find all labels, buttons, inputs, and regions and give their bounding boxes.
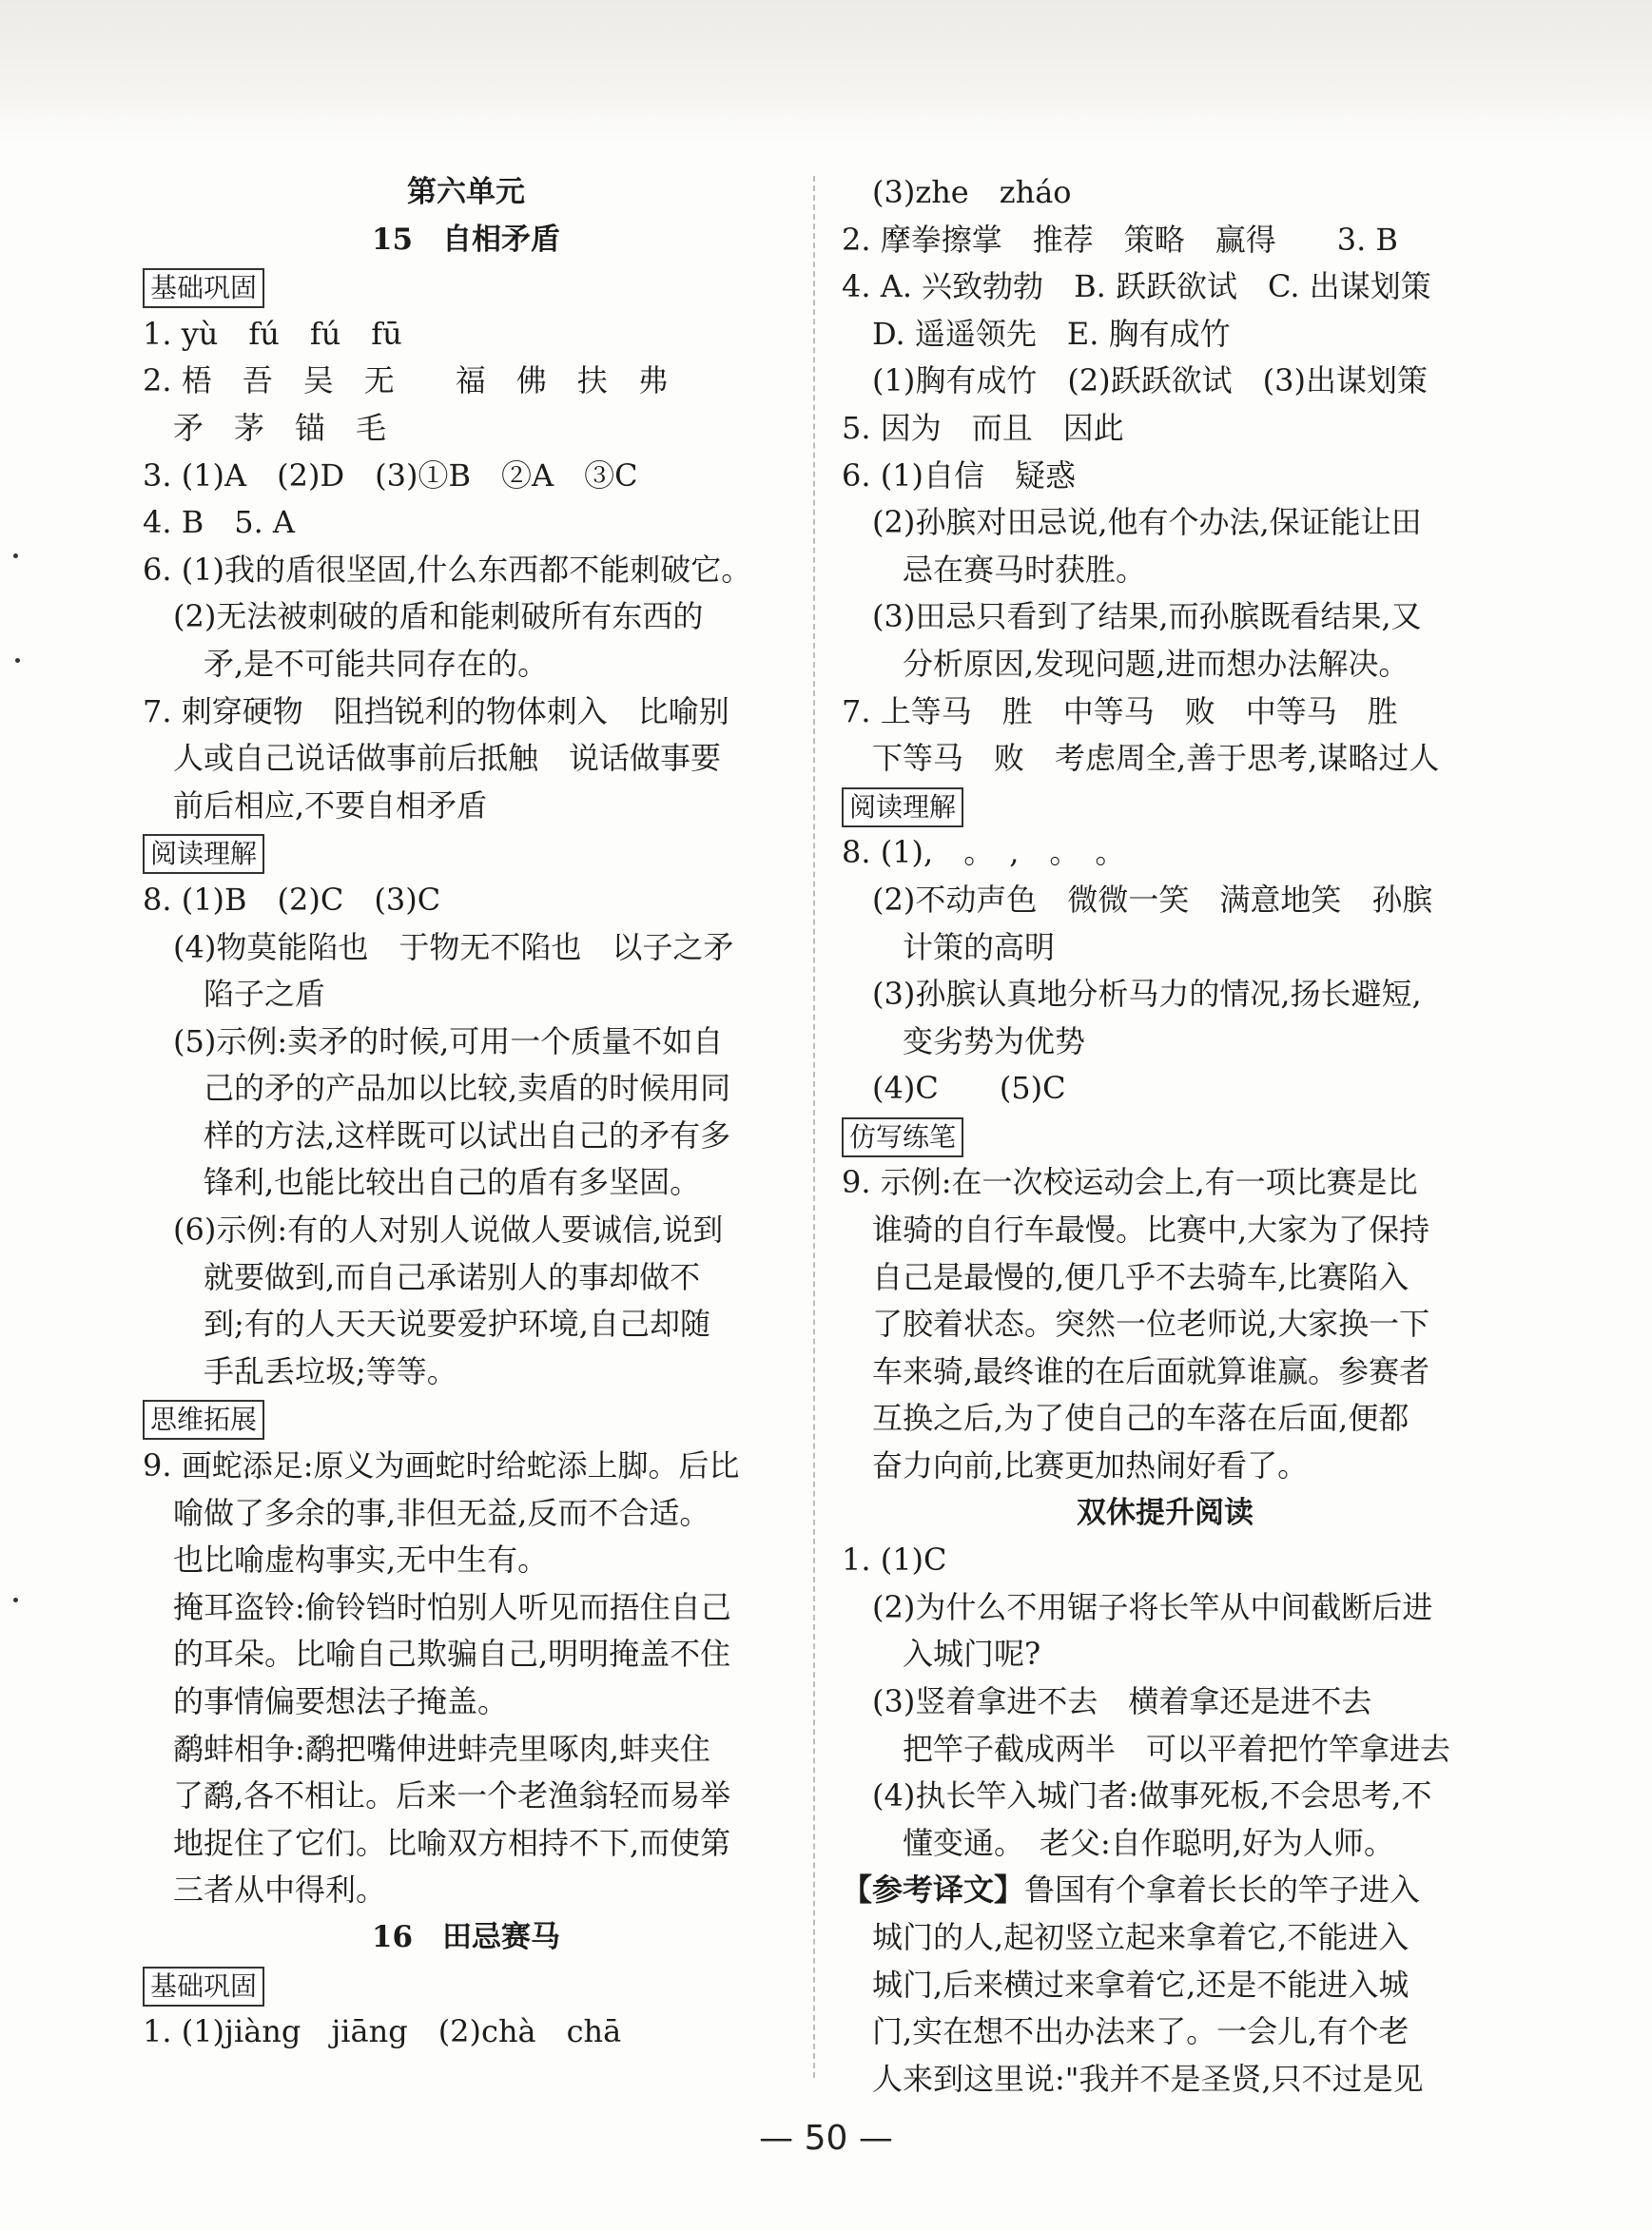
section-heading-label: 基础巩固 [143, 1967, 264, 2007]
answer-line: 矛 茅 锚 毛 [143, 409, 387, 446]
section-heading [143, 1962, 789, 2009]
answer-line: (2)无法被刺破的盾和能刺破所有东西的 [143, 598, 704, 635]
answer-line: (1)胸有成竹 (2)跃跃欲试 (3)出谋划策 [842, 362, 1428, 399]
answer-line: 也比喻虚构事实,无中生有。 [143, 1542, 549, 1579]
margin-dot [15, 658, 20, 663]
answer-line: 地捉住了它们。比喻双方相持不下,而使第 [143, 1824, 731, 1861]
answer-line: 7. 上等马 胜 中等马 败 中等马 胜 [842, 692, 1398, 729]
margin-dot [13, 1598, 18, 1602]
answer-line: 把竿子截成两半 可以平着把竹竿拿进去 [842, 1730, 1451, 1767]
answer-line: (4)执长竿入城门者:做事死板,不会思考,不 [842, 1777, 1432, 1814]
answer-line: 8. (1)B (2)C (3)C [143, 881, 441, 918]
section-heading-label: 阅读理解 [143, 834, 264, 874]
answer-line: 9. 画蛇添足:原义为画蛇时给蛇添上脚。后比 [143, 1447, 740, 1484]
section-heading [143, 1395, 789, 1443]
answer-line: 1. yù fú fú fū [143, 315, 402, 352]
answer-line: 5. 因为 而且 因此 [842, 409, 1124, 446]
answer-line: 到;有的人天天说要爱护环境,自己却随 [143, 1306, 710, 1343]
answer-line: 6. (1)我的盾很坚固,什么东西都不能刺破它。 [143, 551, 752, 588]
answer-line: 掩耳盗铃:偷铃铛时怕别人听见而捂住自己 [143, 1588, 731, 1625]
answer-line: 城门的人,起初竖立起来拿着它,不能进入 [842, 1918, 1409, 1955]
section-heading-label: 仿写练笔 [842, 1117, 963, 1157]
lesson-title: 16 田忌赛马 [371, 1919, 561, 1954]
answer-line: 门,实在想不出办法来了。一会儿,有个老 [842, 2013, 1409, 2050]
answer-line: (3)zhe zháo [842, 174, 1072, 210]
answer-line: 7. 刺穿硬物 阻挡锐利的物体刺入 比喻别 [143, 692, 729, 729]
section-heading [842, 1113, 1488, 1160]
answer-line: (3)孙膑认真地分析马力的情况,扬长避短, [842, 976, 1422, 1013]
answer-line: 2. 摩拳擦掌 推荐 策略 赢得 3. B [842, 221, 1398, 258]
answer-line: 2. 梧 吾 吴 无 福 佛 扶 弗 [143, 362, 669, 399]
answer-line: 手乱丢垃圾;等等。 [143, 1352, 457, 1389]
answer-line: 锋利,也能比较出自己的盾有多坚固。 [143, 1164, 701, 1201]
answer-line: 6. (1)自信 疑惑 [842, 456, 1077, 494]
scan-top-shadow [0, 0, 1652, 143]
answer-line: 己的矛的产品加以比较,卖盾的时候用同 [143, 1070, 731, 1107]
answer-line: 城门,后来横过来拿着它,还是不能进入城 [842, 1966, 1409, 2003]
answer-line: 人或自己说话做事前后抵触 说话做事要 [143, 740, 722, 777]
lesson-title: 15 自相矛盾 [371, 222, 561, 257]
answer-line: (3)竖着拿进不去 横着拿还是进不去 [842, 1683, 1372, 1719]
answer-line: 矛,是不可能共同存在的。 [143, 645, 549, 682]
answer-line: (6)示例:有的人对别人说做人要诚信,说到 [143, 1212, 724, 1249]
answer-line: 谁骑的自行车最慢。比赛中,大家为了保持 [842, 1212, 1430, 1249]
answer-line: (5)示例:卖矛的时候,可用一个质量不如自 [143, 1022, 724, 1059]
answer-line: (2)不动声色 微微一笑 满意地笑 孙膑 [842, 881, 1433, 918]
answer-line: 下等马 败 考虑周全,善于思考,谋略过人 [842, 740, 1440, 777]
answer-line: 自己是最慢的,便几乎不去骑车,比赛陷入 [842, 1258, 1409, 1295]
section-heading [143, 263, 789, 311]
answer-line: D. 遥遥领先 E. 胸有成竹 [842, 315, 1231, 352]
answer-line: 入城门呢? [842, 1636, 1041, 1673]
answer-line: 奋力向前,比赛更加热闹好看了。 [842, 1447, 1309, 1484]
section-heading [842, 783, 1488, 830]
answer-line: 4. A. 兴致勃勃 B. 跃跃欲试 C. 出谋划策 [842, 268, 1431, 305]
lesson-title: 双休提升阅读 [1077, 1495, 1254, 1530]
answer-line: 8. (1), 。 , 。 。 [842, 834, 1126, 871]
answer-line: 了鹬,各不相让。后来一个老渔翁轻而易举 [143, 1777, 731, 1814]
answer-line: 变劣势为优势 [842, 1022, 1086, 1059]
answer-line: 鹬蚌相争:鹬把嘴伸进蚌壳里啄肉,蚌夹住 [143, 1730, 710, 1767]
answer-line: 的耳朵。比喻自己欺骗自己,明明掩盖不住 [143, 1636, 731, 1673]
answer-line: 的事情偏要想法子掩盖。 [143, 1683, 509, 1719]
answer-line: 了胶着状态。突然一位老师说,大家换一下 [842, 1306, 1430, 1343]
answer-line: (4)C (5)C [842, 1070, 1066, 1107]
answer-line: 1. (1)C [842, 1542, 947, 1579]
page-number: — 50 — [759, 2119, 893, 2158]
answer-line: 懂变通。 老父:自作聪明,好为人师。 [842, 1824, 1394, 1861]
left-column [143, 169, 789, 2056]
answer-line: 4. B 5. A [143, 504, 296, 541]
answer-line: 车来骑,最终谁的在后面就算谁赢。参赛者 [842, 1352, 1430, 1389]
answer-line: (2)为什么不用锯子将长竿从中间截断后进 [842, 1588, 1433, 1625]
answer-line: 喻做了多余的事,非但无益,反而不合适。 [143, 1494, 710, 1531]
reference-translation-line [842, 1867, 1488, 1914]
answer-line: 9. 示例:在一次校运动会上,有一项比赛是比 [842, 1164, 1418, 1201]
section-heading-label: 阅读理解 [842, 787, 963, 827]
reference-text: 鲁国有个拿着长长的竿子进入 [1024, 1872, 1421, 1909]
answer-line: 3. (1)A (2)D (3)①B ②A ③C [143, 456, 638, 494]
section-heading-label: 思维拓展 [143, 1400, 264, 1440]
answer-line: 三者从中得利。 [143, 1872, 387, 1909]
reference-label: 【参考译文】 [842, 1872, 1025, 1909]
margin-dot [13, 553, 18, 558]
answer-line: 1. (1)jiàng jiāng (2)chà chā [143, 2013, 622, 2050]
answer-line: 分析原因,发现问题,进而想办法解决。 [842, 645, 1409, 682]
right-column [842, 169, 1488, 2103]
answer-line: 计策的高明 [842, 928, 1056, 965]
answer-line: 前后相应,不要自相矛盾 [143, 786, 488, 824]
section-heading-label: 基础巩固 [143, 268, 264, 308]
lesson-title: 第六单元 [407, 175, 525, 209]
answer-line: 忌在赛马时获胜。 [842, 551, 1147, 588]
answer-line: 陷子之盾 [143, 976, 326, 1013]
section-heading [143, 829, 789, 877]
answer-line: 样的方法,这样既可以试出自己的矛有多 [143, 1116, 731, 1154]
column-divider [813, 176, 815, 2078]
answer-line: (3)田忌只看到了结果,而孙膑既看结果,又 [842, 598, 1422, 635]
answer-line: (4)物莫能陷也 于物无不陷也 以子之矛 [143, 928, 734, 965]
answer-line: (2)孙膑对田忌说,他有个办法,保证能让田 [842, 504, 1422, 541]
answer-line: 就要做到,而自己承诺别人的事却做不 [143, 1258, 701, 1295]
answer-line: 人来到这里说:"我并不是圣贤,只不过是见 [842, 2060, 1424, 2097]
answer-line: 互换之后,为了使自己的车落在后面,便都 [842, 1400, 1409, 1437]
